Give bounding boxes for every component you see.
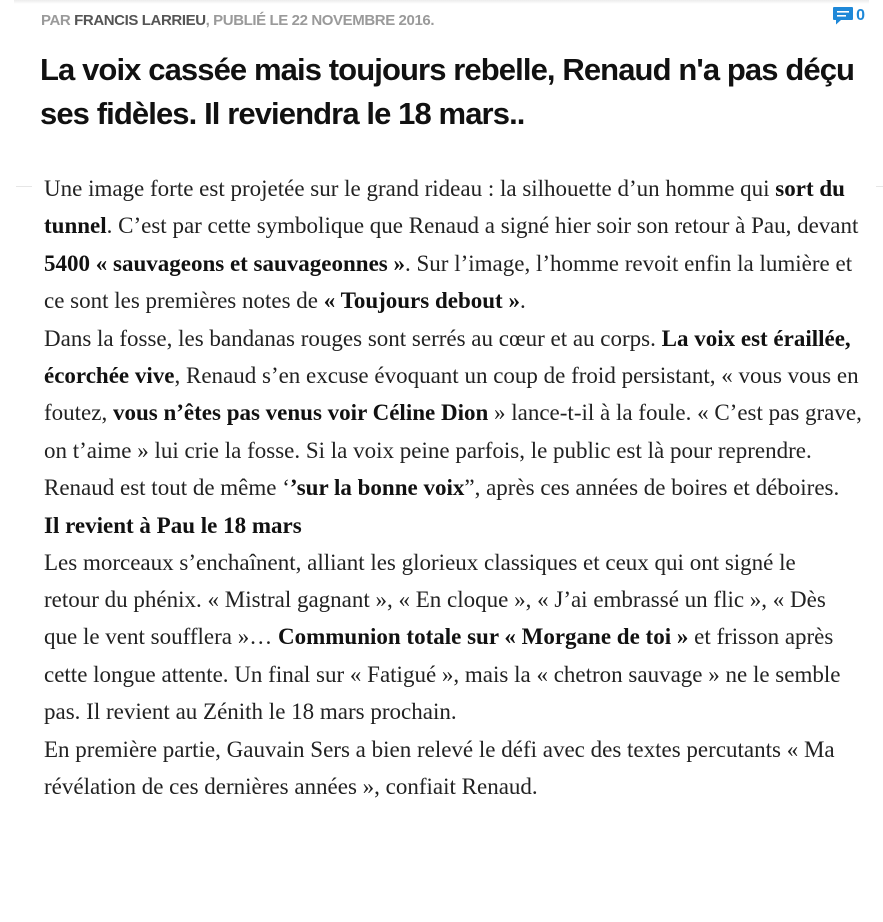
paragraph-intro	[44, 170, 864, 320]
byline-prefix: PAR	[41, 12, 75, 29]
bold-text: 5400 « sauvageons et sauvageonnes »	[44, 250, 406, 276]
bold-text: vous n’êtes pas venus voir Céline Dion	[112, 400, 489, 426]
paragraph-text: .	[519, 288, 526, 314]
paragraph-voice	[44, 320, 864, 507]
paragraph-text: , Renaud s’en excuse évoquant un coup de froid persistant, « vous vous en foutez,	[44, 363, 859, 426]
paragraph-opening-act	[44, 731, 864, 806]
divider-right	[876, 186, 883, 187]
paragraph-setlist	[44, 544, 851, 731]
comments-link[interactable]	[832, 6, 865, 26]
byline-author[interactable]: FRANCIS LARRIEU	[74, 12, 206, 29]
paragraph-text: ”, après ces années de boires et déboires.	[464, 475, 840, 501]
section-subheading: Il revient à Pau le 18 mars	[44, 512, 302, 538]
paragraph-text: et frisson après cette longue attente. Un final sur « Fatigué », mais la « chetron sauvage » ne le semble pas. Il revient au Zénith le 18 mars prochain.	[44, 624, 841, 725]
comment-bubble-icon	[832, 6, 854, 26]
paragraph-text: En première partie, Gauvain Sers a bien relevé le défi avec des textes percutants « Ma révélation de ces dernières années », confiait Renaud.	[44, 736, 835, 800]
paragraph-text: Dans la fosse, les bandanas rouges sont serrés au cœur et au corps.	[44, 325, 662, 351]
comment-count: 0	[856, 7, 865, 24]
paragraph-text: Une image forte est projetée sur le grand rideau : la silhouette d’un homme qui	[44, 176, 776, 201]
paragraph-text: . C’est par cette symbolique que Renaud a signé hier soir son retour à Pau, devant	[106, 213, 859, 239]
bold-text: Communion totale sur « Morgane de toi »	[277, 624, 689, 650]
article-byline	[41, 12, 434, 29]
divider-left	[16, 186, 32, 187]
paragraph-text: . Sur l’image, l’homme revoit enfin la lumière et ce sont les premières notes de	[44, 250, 853, 314]
bold-text: « Toujours debout »	[323, 288, 520, 314]
paragraph-text: Les morceaux s’enchaînent, alliant les glorieux classiques et ceux qui ont signé le retour du phénix. « Mistral gagnant », « En cloque », « J’ai embrassé un flic », « Dès que le vent soufflera »…	[44, 549, 826, 650]
article-headline: La voix cassée mais toujours rebelle, Renaud n'a pas déçu ses fidèles. Il reviendra le 18 mars..	[40, 52, 855, 131]
article-body	[44, 170, 864, 806]
bold-text: La voix est éraillée, écorchée vive	[44, 325, 851, 389]
top-shadow	[14, 0, 869, 4]
paragraph-text: » lance-t-il à la foule. « C’est pas grave, on t’aime » lui crie la fosse. Si la voix peine parfois, le public est là pour reprendre. Renaud est tout de même ‘	[44, 400, 862, 501]
bold-text: ’sur la bonne voix	[289, 475, 465, 501]
bold-text: sort du tunnel	[44, 176, 845, 239]
byline-date: , PUBLIÉ LE 22 NOVEMBRE 2016.	[205, 12, 435, 29]
